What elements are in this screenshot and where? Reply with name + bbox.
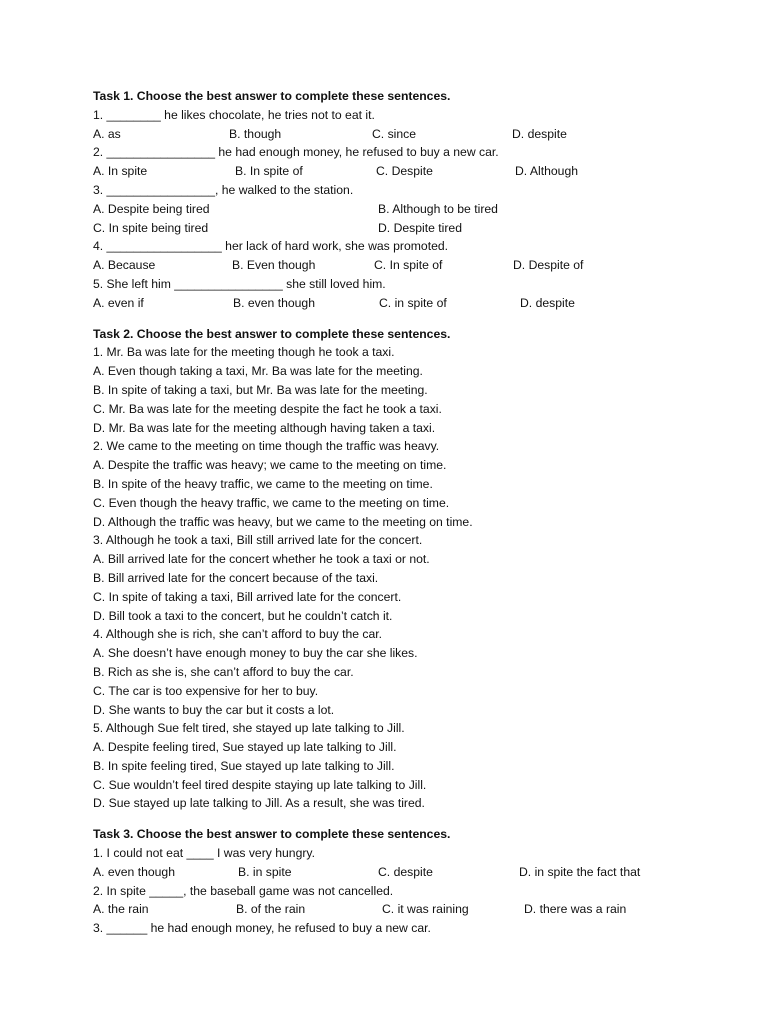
task2-line: C. Even though the heavy traffic, we came to the meeting on time. — [93, 495, 450, 510]
option-c: C. In spite being tired — [93, 220, 209, 235]
worksheet-content — [93, 87, 713, 938]
option-b: B. though — [229, 126, 282, 141]
option-b: B. Although to be tired — [378, 201, 498, 216]
option-a: A. Because — [93, 258, 156, 273]
task1-q1-options — [93, 125, 713, 144]
option-c: C. since — [372, 126, 417, 141]
task3-heading: Task 3. Choose the best answer to complete these sentences. — [93, 827, 451, 842]
option-a: A. even though — [93, 864, 175, 879]
task2-line: B. Bill arrived late for the concert because of the taxi. — [93, 570, 379, 585]
task2-line: D. Sue stayed up late talking to Jill. As a result, she was tired. — [93, 796, 425, 811]
option-d: D. despite — [520, 295, 575, 310]
option-b: B. Even though — [232, 258, 316, 273]
option-d: D. Despite tired — [378, 220, 462, 235]
option-c: C. In spite of — [374, 258, 443, 273]
task1-q3-options-row1 — [93, 200, 713, 219]
task1-q3-options-row2 — [93, 219, 713, 238]
task2-line: 3. Although he took a taxi, Bill still arrived late for the concert. — [93, 533, 423, 548]
option-b: B. in spite — [238, 864, 292, 879]
task2-line: C. Sue wouldn’t feel tired despite staying up late talking to Jill. — [93, 777, 427, 792]
option-c: C. Despite — [376, 164, 433, 179]
option-a: A. as — [93, 126, 121, 141]
task2-line: A. She doesn’t have enough money to buy the car she likes. — [93, 646, 418, 661]
task2-line: B. Rich as she is, she can’t afford to buy the car. — [93, 664, 354, 679]
option-a: A. the rain — [93, 902, 149, 917]
option-a: A. Despite being tired — [93, 201, 210, 216]
task2-line: 1. Mr. Ba was late for the meeting though he took a taxi. — [93, 345, 395, 360]
task3-question-3: 3. ______ he had enough money, he refused to buy a new car. — [93, 921, 431, 936]
task2-line: D. Mr. Ba was late for the meeting although having taken a taxi. — [93, 420, 436, 435]
task2-line: C. In spite of taking a taxi, Bill arrived late for the concert. — [93, 589, 402, 604]
task2-line: 4. Although she is rich, she can’t afford to buy the car. — [93, 627, 383, 642]
option-b: B. In spite of — [235, 164, 303, 179]
option-d: D. there was a rain — [524, 902, 627, 917]
option-a: A. In spite — [93, 164, 148, 179]
task2-line: C. Mr. Ba was late for the meeting despite the fact he took a taxi. — [93, 401, 442, 416]
task1-q4-options — [93, 256, 713, 275]
task3-q1-options — [93, 863, 713, 882]
task2-line: A. Despite feeling tired, Sue stayed up late talking to Jill. — [93, 740, 397, 755]
task2-line: D. Although the traffic was heavy, but we came to the meeting on time. — [93, 514, 473, 529]
option-d: D. despite — [512, 126, 567, 141]
option-a: A. even if — [93, 295, 144, 310]
option-d: D. in spite the fact that — [519, 864, 641, 879]
task2-line: 2. We came to the meeting on time though the traffic was heavy. — [93, 439, 440, 454]
task2-line: A. Bill arrived late for the concert whether he took a taxi or not. — [93, 552, 430, 567]
task3-question-1: 1. I could not eat ____ I was very hungry. — [93, 846, 315, 861]
task1-question-4: 4. _________________ her lack of hard work, she was promoted. — [93, 239, 449, 254]
task2-line: D. She wants to buy the car but it costs a lot. — [93, 702, 335, 717]
task2-line: A. Despite the traffic was heavy; we came to the meeting on time. — [93, 458, 447, 473]
option-c: C. it was raining — [382, 902, 469, 917]
task3-q2-options — [93, 900, 713, 919]
task2-line: C. The car is too expensive for her to buy. — [93, 683, 319, 698]
option-c: C. despite — [378, 864, 433, 879]
task1-q5-options — [93, 294, 713, 313]
option-d: D. Although — [515, 164, 579, 179]
option-b: B. of the rain — [236, 902, 306, 917]
task3-question-2: 2. In spite _____, the baseball game was not cancelled. — [93, 883, 394, 898]
task1-question-2: 2. ________________ he had enough money, he refused to buy a new car. — [93, 145, 499, 160]
task1-q2-options — [93, 162, 713, 181]
task2-line: A. Even though taking a taxi, Mr. Ba was late for the meeting. — [93, 364, 423, 379]
option-c: C. in spite of — [379, 295, 447, 310]
task1-question-3: 3. ________________, he walked to the station. — [93, 182, 354, 197]
option-d: D. Despite of — [513, 258, 584, 273]
task2-line: B. In spite of taking a taxi, but Mr. Ba was late for the meeting. — [93, 382, 428, 397]
task1-question-1: 1. ________ he likes chocolate, he tries not to eat it. — [93, 107, 375, 122]
task1-question-5: 5. She left him ________________ she still loved him. — [93, 276, 386, 291]
option-b: B. even though — [233, 295, 315, 310]
task2-line: D. Bill took a taxi to the concert, but he couldn’t catch it. — [93, 608, 393, 623]
task2-line: B. In spite of the heavy traffic, we came to the meeting on time. — [93, 476, 433, 491]
task2-heading: Task 2. Choose the best answer to complete these sentences. — [93, 326, 451, 341]
task2-line: B. In spite feeling tired, Sue stayed up late talking to Jill. — [93, 758, 395, 773]
task1-heading: Task 1. Choose the best answer to complete these sentences. — [93, 89, 451, 103]
task2-line: 5. Although Sue felt tired, she stayed up late talking to Jill. — [93, 721, 405, 736]
